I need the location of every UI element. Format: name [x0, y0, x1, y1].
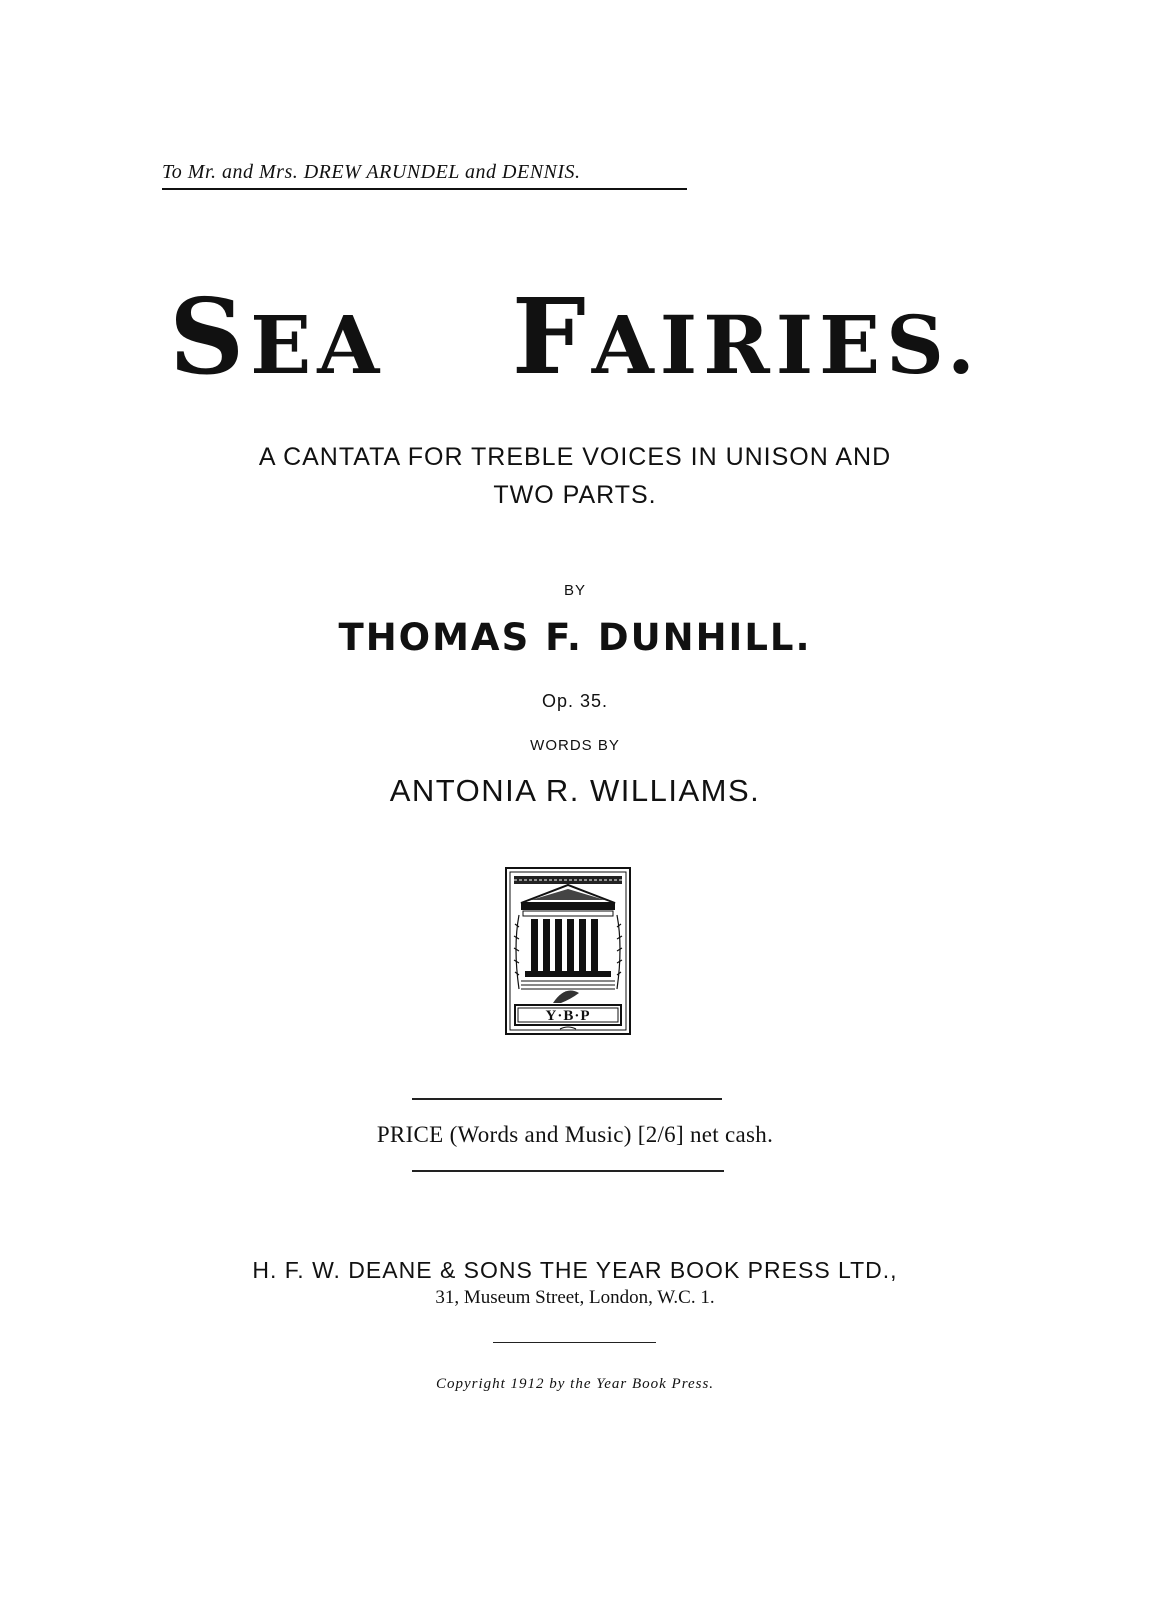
price-line: PRICE (Words and Music) [2/6] net cash.	[376, 1122, 774, 1147]
title-initial-f: F	[511, 275, 592, 398]
lyricist-name: ANTONIA R. WILLIAMS.	[389, 773, 761, 808]
title-word2-rest: AIRIES.	[591, 298, 981, 392]
opus-number: Op. 35.	[541, 691, 609, 711]
divider-rule	[493, 1342, 656, 1343]
by-label: BY	[563, 582, 586, 599]
divider-rule	[412, 1098, 722, 1100]
title-word1-rest: EA	[250, 298, 386, 392]
copyright-notice: Copyright 1912 by the Year Book Press.	[435, 1376, 715, 1392]
temple-emblem-icon	[505, 867, 631, 1035]
publisher-name: H. F. W. DEANE & SONS THE YEAR BOOK PRESS LTD.,	[252, 1257, 898, 1283]
dedication: To Mr. and Mrs. DREW ARUNDEL and DENNIS.	[162, 161, 581, 183]
subtitle	[0, 438, 1150, 514]
title-initial-s: S	[169, 275, 251, 398]
dedication-underline	[162, 188, 687, 190]
page-title	[0, 275, 1150, 398]
publisher-address: 31, Museum Street, London, W.C. 1.	[435, 1287, 715, 1308]
logo-letters: Y·B·P	[545, 1008, 591, 1024]
divider-rule	[412, 1170, 724, 1172]
composer-name: THOMAS F. DUNHILL.	[338, 616, 812, 659]
subtitle-line-1: A CANTATA FOR TREBLE VOICES IN UNISON AND	[258, 443, 892, 471]
words-by-label: WORDS BY	[530, 737, 620, 754]
subtitle-line-2: TWO PARTS.	[493, 481, 657, 509]
